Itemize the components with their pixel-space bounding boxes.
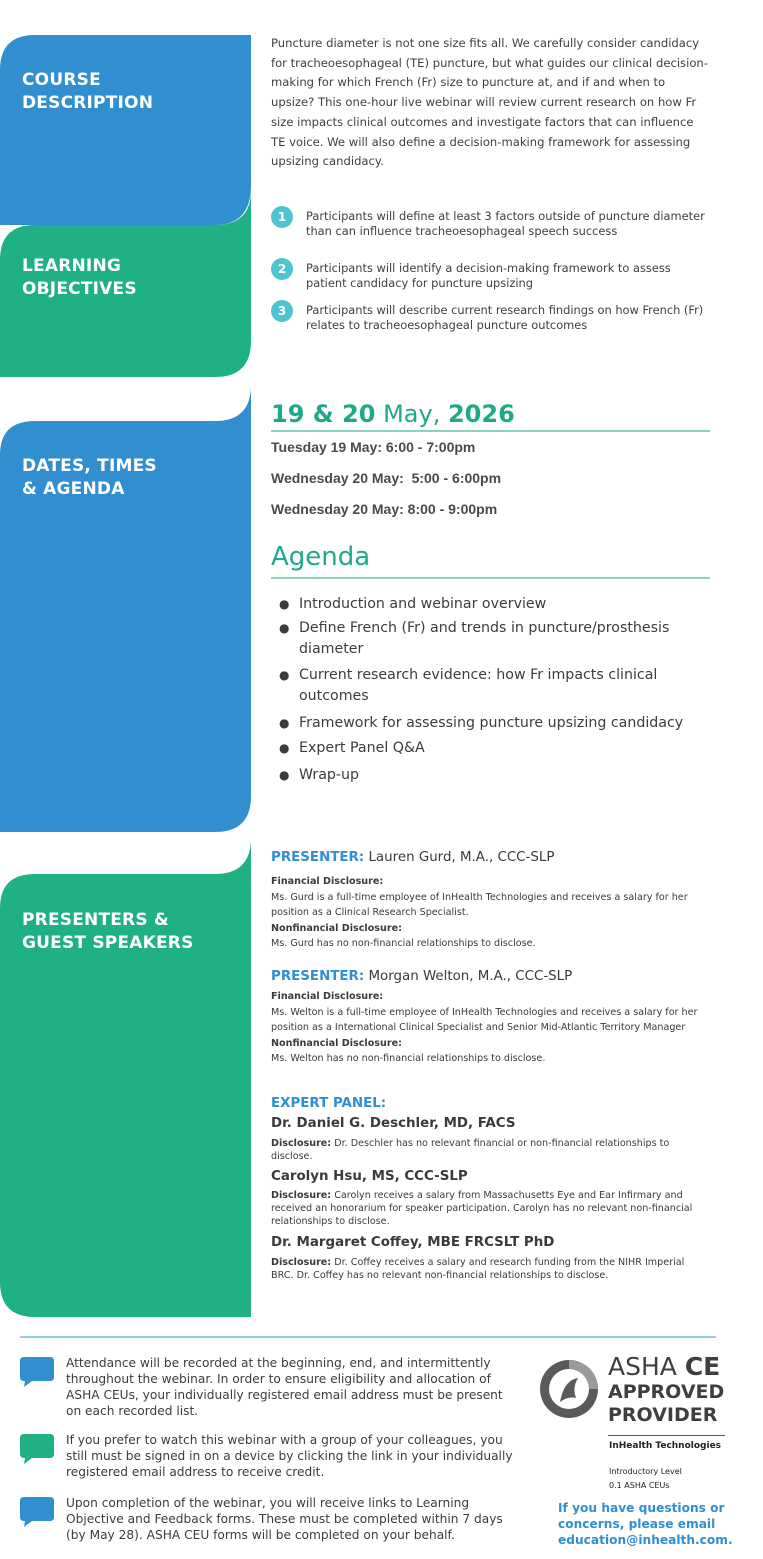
presenter-name: PRESENTER: Lauren Gurd, M.A., CCC-SLP xyxy=(271,850,555,865)
course-description-text: Puncture diameter is not one size fits all. We carefully consider candidacy for tracheoesophageal (TE) puncture, but what guides our clinical decision-making for which French (Fr) size to puncture at, and if and when to upsize? This one-hour live webinar will review current research on how Fr size impacts clinical outcomes and investigate factors that can influence TE voice. We will also define a decision-making framework for assessing upsizing candidacy. xyxy=(271,36,708,169)
agenda-item: ● Expert Panel Q&A xyxy=(279,740,425,756)
asha-level: Introductory Level xyxy=(609,1467,682,1476)
agenda-item: ● Current research evidence: how Fr impacts clinical outcomes xyxy=(279,667,658,704)
session-time: Wednesday 20 May: 5:00 - 6:00pm xyxy=(271,470,502,486)
course-description-heading: COURSE DESCRIPTION xyxy=(22,70,154,113)
presenters-heading: PRESENTERS & GUEST SPEAKERS xyxy=(22,910,194,953)
asha-divider xyxy=(608,1435,725,1436)
section-tabs-background xyxy=(0,0,252,1320)
panelist-name: Dr. Margaret Coffey, MBE FRCSLT PhD xyxy=(271,1235,555,1250)
speech-bubble-icon xyxy=(20,1357,54,1387)
info-note: Attendance will be recorded at the beginning, end, and intermittently throughout the webinar. In order to ensure eligibility and allocation of ASHA CEUs, your individually registered email address must be present on each recorded list. xyxy=(20,1355,518,1419)
agenda-item: ● Introduction and webinar overview xyxy=(279,596,547,612)
asha-title: ASHA CE xyxy=(608,1352,721,1381)
info-note: If you prefer to watch this webinar with a group of your colleagues, you still must be signed in on a device by clicking the link in your individually registered email address to receive credit. xyxy=(20,1432,518,1480)
dates-agenda-heading: DATES, TIMES & AGENDA xyxy=(22,456,157,499)
dates-title: 19 & 20 May, 2026 xyxy=(271,400,515,428)
objective-text: Participants will define at least 3 factors outside of puncture diameter than can influence tracheoesophageal speech success xyxy=(306,209,705,239)
course-description-tab xyxy=(0,35,251,225)
objective-item xyxy=(271,209,711,239)
panelist-disclosure: Disclosure: Dr. Deschler has no relevant financial or non-financial relationships to disclose. xyxy=(271,1138,670,1162)
contact-info: If you have questions or concerns, please email education@inhealth.com. xyxy=(558,1501,733,1547)
info-note: Upon completion of the webinar, you will receive links to Learning Objective and Feedback forms. These must be completed within 7 days (by May 28). ASHA CEU forms will be completed on your behalf. xyxy=(20,1495,518,1543)
presenter-disclosure: Financial Disclosure: Ms. Welton is a full-time employee of InHealth Technologies and receives a salary for her position as a International Clinical Specialist and Senior Mid-Atlantic Territory Manager Nonfinancial Disclosure: Ms. Welton has no non-financial relationships to disclose. xyxy=(271,991,698,1064)
speech-bubble-icon xyxy=(20,1497,54,1527)
session-time: Wednesday 20 May: 8:00 - 9:00pm xyxy=(271,501,498,517)
dates-tab xyxy=(0,385,251,832)
panelist-name: Dr. Daniel G. Deschler, MD, FACS xyxy=(271,1116,516,1131)
panelist-disclosure: Disclosure: Dr. Coffey receives a salary and research funding from the NIHR Imperial BRC. Dr. Coffey has no relevant non-financial relationships to disclose. xyxy=(271,1257,685,1281)
presenter-disclosure: Financial Disclosure: Ms. Gurd is a full-time employee of InHealth Technologies and receives a salary for her position as a Clinical Research Specialist. Nonfinancial Disclosure: Ms. Gurd has no non-financial relationships to disclose. xyxy=(271,876,688,949)
objective-number-badge: 1 xyxy=(271,206,293,228)
asha-ce-provider-badge xyxy=(538,1352,728,1492)
agenda-item: ● Wrap-up xyxy=(279,767,360,783)
learning-objectives-heading: LEARNING OBJECTIVES xyxy=(22,256,137,299)
agenda-divider xyxy=(271,577,710,579)
expert-panel-label: EXPERT PANEL: xyxy=(271,1096,387,1111)
objective-text: Participants will identify a decision-making framework to assess patient candidacy for puncture upsizing xyxy=(306,261,671,291)
presenter-name: PRESENTER: Morgan Welton, M.A., CCC-SLP xyxy=(271,969,573,984)
session-time: Tuesday 19 May: 6:00 - 7:00pm xyxy=(271,439,476,455)
objective-text: Participants will describe current research findings on how French (Fr) relates to tracheoesophageal puncture outcomes xyxy=(306,303,704,333)
objective-item xyxy=(271,303,711,333)
dates-divider xyxy=(271,430,710,432)
asha-provider: PROVIDER xyxy=(608,1404,718,1426)
objective-item xyxy=(271,261,711,291)
agenda-item: ● Framework for assessing puncture upsizing candidacy xyxy=(279,715,684,731)
asha-ceus: 0.1 ASHA CEUs xyxy=(609,1481,670,1490)
asha-org: InHealth Technologies xyxy=(609,1441,722,1451)
panelist-disclosure: Disclosure: Carolyn receives a salary from Massachusetts Eye and Ear Infirmary and received an honorarium for speaker participation. Carolyn has no relevant non-financial relationships to disclose. xyxy=(271,1190,693,1227)
panelist-name: Carolyn Hsu, MS, CCC-SLP xyxy=(271,1169,468,1184)
agenda-item: ● Define French (Fr) and trends in puncture/prosthesis diameter xyxy=(279,620,670,657)
objective-number-badge: 2 xyxy=(271,258,293,280)
footer-divider xyxy=(20,1336,716,1338)
speech-bubble-icon xyxy=(20,1434,54,1464)
objective-number-badge: 3 xyxy=(271,300,293,322)
asha-logo-icon xyxy=(538,1358,600,1420)
asha-approved: APPROVED xyxy=(608,1381,725,1403)
agenda-title: Agenda xyxy=(271,542,371,572)
